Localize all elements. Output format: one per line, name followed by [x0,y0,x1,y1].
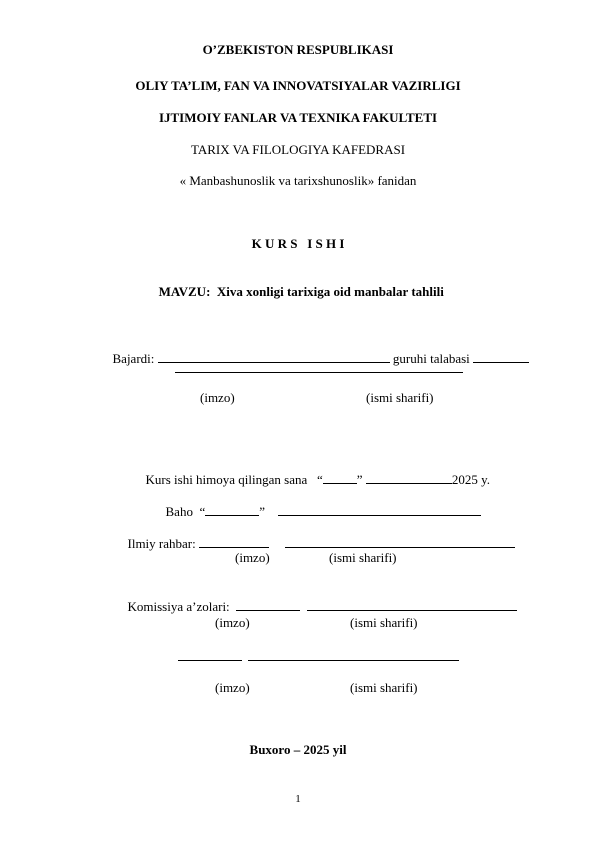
advisor-label: Ilmiy rahbar: [127,536,196,551]
department-heading: TARIX VA FILOLOGIYA KAFEDRASI [190,142,406,157]
subject-line: « Manbashunoslik va tarixshunoslik» fanidan [179,173,417,188]
advisor-ismi-label: (ismi sharifi) [329,550,397,565]
bajardi-label: Bajardi: [112,351,155,366]
defense-date-text: Kurs ishi himoya qilingan sana [145,472,308,487]
page-number: 1 [295,793,301,805]
author-imzo-label: (imzo) [200,390,235,405]
place-year: Buxoro – 2025 yil [249,742,347,757]
advisor-signature-blank [199,535,269,548]
commission-signature-blank-2 [178,648,242,661]
commission-name-blank-1 [307,598,517,611]
quote-open: “ [317,472,323,487]
advisor-line [121,519,515,552]
commission-signature-blank-1 [236,598,300,611]
commission-ismi-label-1: (ismi sharifi) [350,615,418,630]
topic-line [0,268,596,300]
baho-label: Baho [165,504,193,519]
topic-label: MAVZU: [158,284,211,299]
commission-ismi-label-2: (ismi sharifi) [350,680,418,695]
author-signature-blank [175,360,463,373]
document-type-title: K U R S I S H I [251,236,345,251]
day-blank [323,471,357,484]
grade-text-blank [278,503,481,516]
month-blank [366,471,452,484]
quote-close: ” [356,472,363,487]
ministry-heading: OLIY TA’LIM, FAN VA INNOVATSIYALAR VAZIRLIGI [135,78,461,93]
commission-imzo-label-1: (imzo) [215,615,250,630]
defense-year: 2025 y. [451,472,490,487]
commission-line [121,582,517,615]
advisor-imzo-label: (imzo) [235,550,270,565]
defense-date-line [139,455,490,488]
commission-name-blank-2 [248,648,459,661]
grade-line [159,487,481,520]
commission-imzo-label-2: (imzo) [215,680,250,695]
author-ismi-label: (ismi sharifi) [366,390,434,405]
group-blank [473,350,529,363]
grade-quote-close: ” [259,504,266,519]
grade-quote-open: “ [199,504,206,519]
advisor-name-blank [285,535,515,548]
commission-label: Komissiya a’zolari: [127,599,230,614]
grade-blank [205,503,259,516]
republic-heading: O’ZBEKISTON RESPUBLIKASI [202,42,394,57]
topic-text: Xiva xonligi tarixiga oid manbalar tahlili [216,284,444,299]
group-text: guruhi talabasi [392,351,470,366]
faculty-heading: IJTIMOIY FANLAR VA TEXNIKA FAKULTETI [158,110,438,125]
